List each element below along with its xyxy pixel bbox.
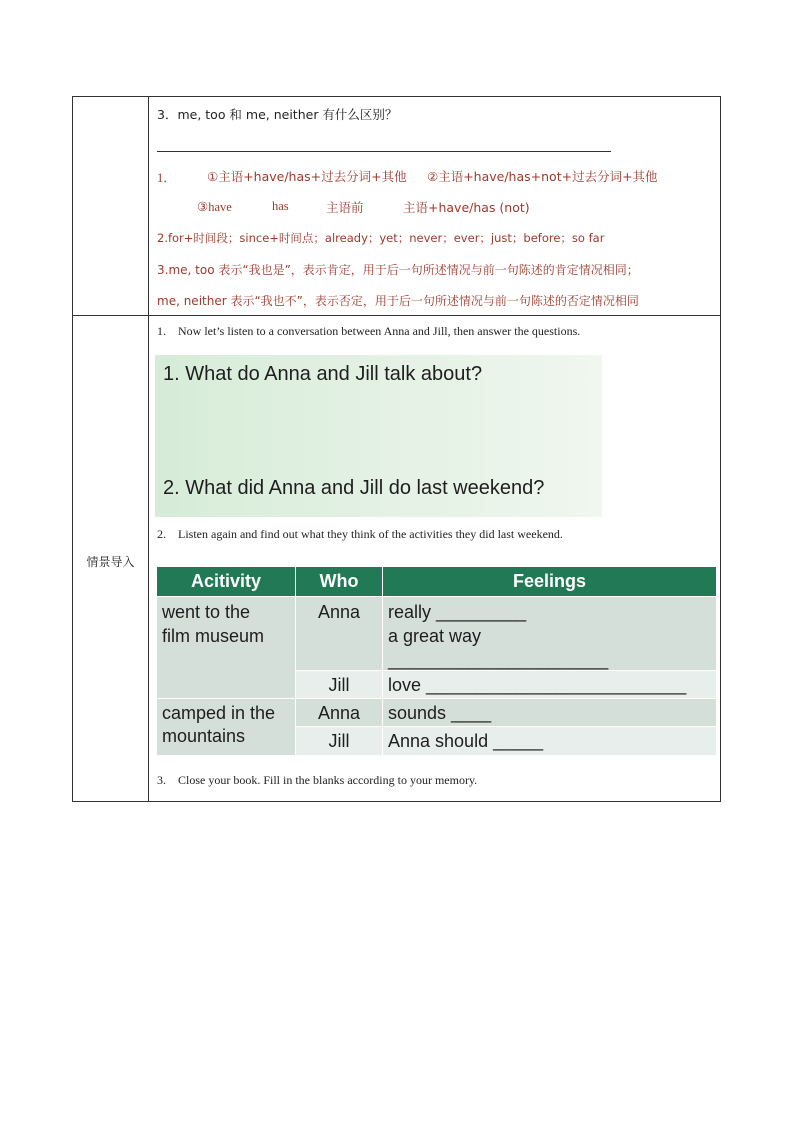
task-1-instruction: 1. Now let’s listen to a conversation between Anna and Jill, then answer the questions. bbox=[157, 324, 581, 338]
answer-1-pattern-2: ②主语+have/has+not+过去分词+其他 bbox=[427, 169, 658, 184]
section-label: 情景导入 bbox=[86, 555, 135, 569]
task-2-instruction: 2. Listen again and find out what they think of the activities they did last weekend. bbox=[157, 527, 563, 541]
answer-1-note-has: has bbox=[272, 199, 289, 213]
question-1: 1. What do Anna and Jill talk about? bbox=[163, 363, 483, 385]
answer-1-note-structure: 主语+have/has (not) bbox=[403, 200, 530, 215]
answer-1-note-subject: 主语前 bbox=[326, 200, 364, 215]
row-divider bbox=[73, 315, 720, 316]
answer-3-line-1: 3.me, too 表示“我也是”，表示肯定，用于后一句所述情况与前一句陈述的肯定情况相同； bbox=[157, 263, 639, 277]
who-jill-1: Jill bbox=[296, 671, 382, 698]
lesson-table bbox=[72, 96, 721, 802]
question-box bbox=[155, 355, 602, 517]
who-anna-1: Anna bbox=[296, 597, 382, 670]
activity-camped: camped in the mountains bbox=[157, 699, 295, 755]
task-3-instruction: 3. Close your book. Fill in the blanks according to your memory. bbox=[157, 773, 478, 787]
activity-film-museum: went to the film museum bbox=[157, 597, 295, 698]
feeling-anna-1: really _________ a great way ______________________ bbox=[383, 597, 716, 670]
answer-line bbox=[157, 151, 611, 152]
activity-table bbox=[157, 567, 716, 755]
who-anna-2: Anna bbox=[296, 699, 382, 726]
feeling-jill-1: love __________________________ bbox=[383, 671, 716, 698]
column-divider bbox=[148, 97, 149, 801]
answer-3-line-2: me, neither 表示“我也不”，表示否定，用于后一句所述情况与前一句陈述的否定情况相同 bbox=[157, 294, 639, 308]
header-activity: Acitivity bbox=[157, 567, 295, 596]
header-feelings: Feelings bbox=[383, 567, 716, 596]
feeling-jill-2: Anna should _____ bbox=[383, 727, 716, 755]
answer-1-pattern-1: ①主语+have/has+过去分词+其他 bbox=[207, 169, 407, 184]
answer-2: 2.for+时间段；since+时间点；already；yet；never；ever；just；before；so far bbox=[157, 231, 605, 245]
feeling-anna-2: sounds ____ bbox=[383, 699, 716, 726]
answer-1-note-have: ③have bbox=[197, 200, 232, 214]
question-3-title: 3．me, too 和 me, neither 有什么区别？ bbox=[157, 107, 398, 122]
who-jill-2: Jill bbox=[296, 727, 382, 755]
answer-1-number: 1． bbox=[157, 171, 176, 185]
question-2: 2. What did Anna and Jill do last weekend? bbox=[163, 477, 545, 499]
header-who: Who bbox=[296, 567, 382, 596]
